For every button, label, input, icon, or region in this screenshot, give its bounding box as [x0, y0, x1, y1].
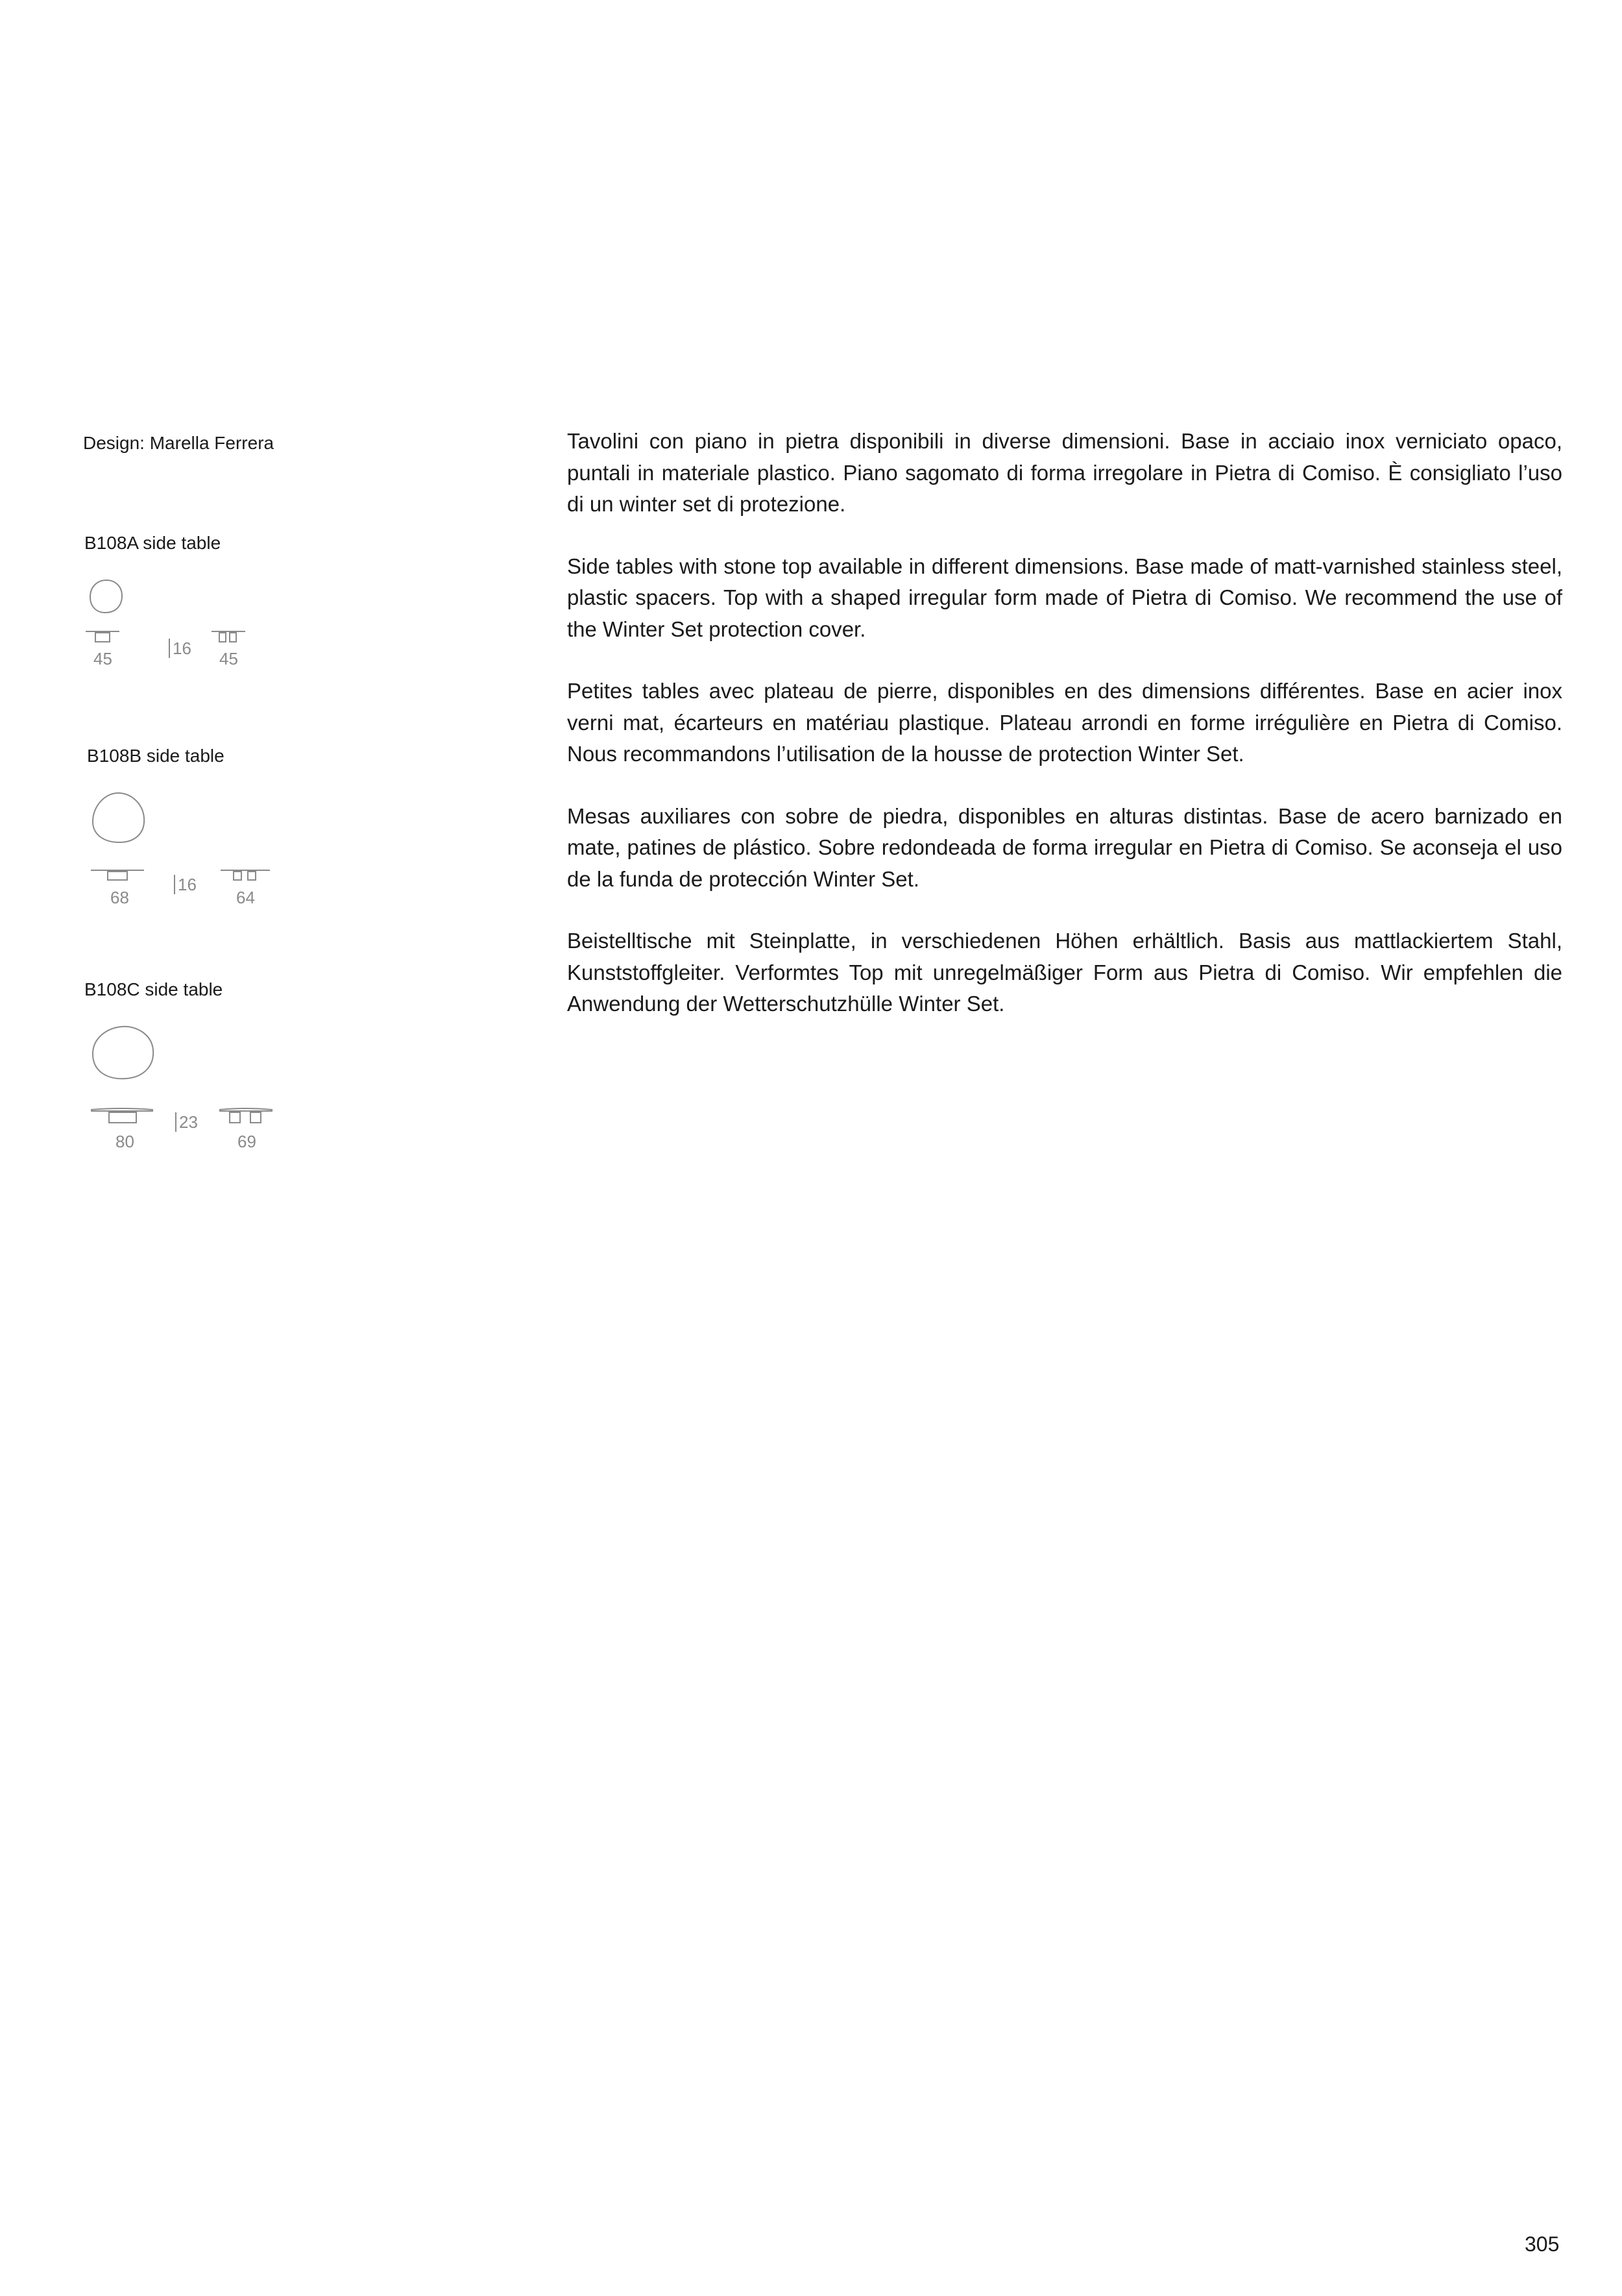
description-french: Petites tables avec plateau de pierre, disponibles en des dimensions différentes. Base en acier inox verni mat, écarteurs en matériau plastique. Plateau arrondi en forme irrégulière en Pietra di Comiso. Nous recommandons l’utilisation de la housse de protection Winter Set. — [567, 679, 1562, 766]
description-english: Side tables with stone top available in different dimensions. Base made of matt-varnished stainless steel, plastic spacers. Top with a shaped irregular form made of Pietra di Comiso. We recommend the use of the Winter Set protection cover. — [567, 554, 1562, 641]
width-dimension: 45 — [93, 649, 112, 668]
table-side-view-icon — [209, 629, 248, 644]
width-dimension: 68 — [110, 888, 129, 907]
height-dimension: 23 — [175, 1112, 198, 1132]
product-b108c — [83, 979, 297, 1151]
height-dimension: 16 — [174, 875, 197, 894]
width-dimension: 80 — [115, 1132, 134, 1151]
product-name: B108A side table — [84, 533, 221, 553]
table-top-view-icon — [87, 578, 126, 617]
depth-dimension: 45 — [219, 649, 238, 668]
depth-dimension: 69 — [237, 1132, 256, 1151]
table-side-view-icon — [217, 1107, 275, 1125]
description-german: Beistelltische mit Steinplatte, in verschiedenen Höhen erhältlich. Basis aus mattlackiertem Stahl, Kunststoffgleiter. Verformtes Top mit unregelmäßiger Form aus Pietra di Comiso. Wir empfehlen die Anwendung der Wetterschutzhülle Winter Set. — [567, 929, 1562, 1016]
table-front-view-icon — [88, 868, 147, 883]
product-b108a — [83, 532, 297, 701]
table-side-view-icon — [218, 868, 272, 883]
table-top-view-icon — [90, 1024, 157, 1082]
product-name: B108B side table — [87, 746, 224, 766]
product-name: B108C side table — [84, 979, 223, 999]
table-front-view-icon — [88, 1107, 156, 1125]
description-column — [567, 426, 1562, 1051]
table-top-view-icon — [90, 790, 148, 846]
product-b108b — [83, 745, 297, 914]
table-front-view-icon — [83, 629, 122, 644]
designer-credit: Design: Marella Ferrera — [83, 433, 274, 453]
description-spanish: Mesas auxiliares con sobre de piedra, disponibles en alturas distintas. Base de acero barnizado en mate, patines de plástico. Sobre redondeada de forma irregular en Pietra di Comiso. Se aconseja el uso de la funda de protección Winter Set. — [567, 803, 1562, 891]
description-italian: Tavolini con piano in pietra disponibili in diverse dimensioni. Base in acciaio inox verniciato opaco, puntali in materiale plastico. Piano sagomato di forma irregolare in Pietra di Comiso. È consigliato l’uso di un winter set di protezione. — [567, 429, 1562, 516]
page-number: 305 — [1525, 2232, 1560, 2256]
height-dimension: 16 — [169, 639, 191, 658]
depth-dimension: 64 — [236, 888, 255, 907]
